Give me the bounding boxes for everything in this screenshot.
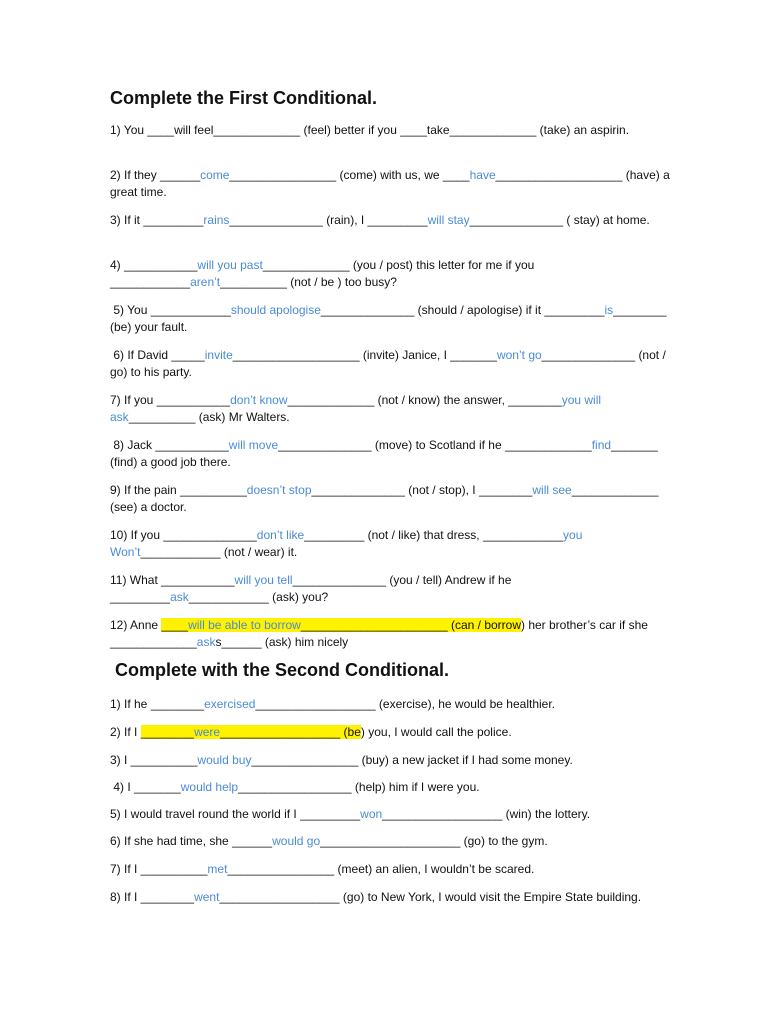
answer-text: find <box>591 438 612 452</box>
exercise-item <box>110 302 670 336</box>
answer-text: ask <box>196 635 216 649</box>
prompt-text: ________________ (buy) a new jacket if I had some money. <box>251 753 573 767</box>
prompt-text: ______________________ (can / borrow <box>300 618 521 632</box>
answer-text: ask <box>170 590 189 604</box>
answer-text: rains <box>203 213 230 227</box>
prompt-text: ______________ (not / go) to his party. <box>110 348 670 379</box>
answer-text: were <box>194 725 221 739</box>
prompt-text: ______________ (rain), I _________ <box>229 213 428 227</box>
exercise-item <box>110 572 670 606</box>
prompt-text: ____ <box>161 618 189 632</box>
answer-text: you will ask <box>110 393 605 424</box>
prompt-text: 7) If I __________ <box>110 862 208 876</box>
prompt-text: ___________________ (have) a great time. <box>110 168 674 199</box>
prompt-text: s______ (ask) him nicely <box>215 635 349 649</box>
exercise-item <box>110 167 674 201</box>
prompt-text: _____________________ (go) to the gym. <box>320 834 548 848</box>
prompt-text: ______________ (you / tell) Andrew if he _________ <box>110 573 515 604</box>
prompt-text: 1) If he ________ <box>110 697 205 711</box>
exercise-item <box>110 806 670 823</box>
prompt-text: __________________ (win) the lottery. <box>382 807 591 821</box>
prompt-text: _______ (find) a good job there. <box>110 438 662 469</box>
prompt-text: ______________ (not / stop), I ________ <box>311 483 533 497</box>
prompt-text: 8) Jack ___________ <box>110 438 229 452</box>
exercise-item <box>110 257 670 291</box>
prompt-text: _____________ (see) a doctor. <box>110 483 662 514</box>
prompt-text: ________________ (come) with us, we ____ <box>229 168 470 182</box>
prompt-text: 9) If the pain __________ <box>110 483 247 497</box>
prompt-text: 12) Anne <box>110 618 162 632</box>
exercise-item <box>110 752 670 769</box>
answer-text: will move <box>228 438 279 452</box>
answer-text: is <box>604 303 614 317</box>
answer-text: will stay <box>427 213 470 227</box>
prompt-text: _________ (not / like) that dress, ____________ <box>304 528 564 542</box>
exercise-item <box>110 482 670 516</box>
prompt-text: _____________ (you / post) this letter for me if you ____________ <box>110 258 538 289</box>
exercise-item <box>110 122 670 139</box>
answer-text: will you past <box>197 258 263 272</box>
exercise-item <box>110 212 670 229</box>
prompt-text: ) you, I would call the police. <box>360 725 512 739</box>
prompt-text: ______________ (move) to Scotland if he _____________ <box>278 438 592 452</box>
prompt-text: __________________ (go) to New York, I would visit the Empire State building. <box>219 890 642 904</box>
answer-text: exercised <box>204 697 256 711</box>
prompt-text: 3) If it _________ <box>110 213 204 227</box>
prompt-text: 11) What ___________ <box>110 573 235 587</box>
answer-text: won’t go <box>496 348 542 362</box>
prompt-text: ___________________ (invite) Janice, I _______ <box>232 348 497 362</box>
exercise-item <box>110 779 670 796</box>
answer-text: would go <box>272 834 321 848</box>
answer-text: met <box>207 862 228 876</box>
prompt-text: __________________ (be <box>220 725 361 739</box>
prompt-text: 8) If I ________ <box>110 890 195 904</box>
prompt-text: __________________ (exercise), he would be healthier. <box>255 697 555 711</box>
answer-text: will be able to borrow <box>188 618 301 632</box>
prompt-text: 1) You ____will feel_____________ (feel) better if you ____take_____________ (take) an aspirin. <box>110 123 630 137</box>
answer-text: come <box>200 168 230 182</box>
prompt-text: 2) If I <box>110 725 141 739</box>
answer-text: will see <box>532 483 572 497</box>
exercise-item <box>110 696 670 713</box>
prompt-text: _____________ (not / know) the answer, ________ <box>287 393 562 407</box>
answer-text: went <box>194 890 220 904</box>
exercise-item <box>110 861 670 878</box>
prompt-text: ____________ (not / wear) it. <box>140 545 298 559</box>
answer-text: doesn’t stop <box>246 483 312 497</box>
exercise-item <box>110 527 670 561</box>
exercise-item <box>110 347 670 381</box>
prompt-text: __________ (ask) Mr Walters. <box>128 410 290 424</box>
exercise-item <box>110 392 670 426</box>
answer-text: should apologise <box>230 303 321 317</box>
answer-text: have <box>469 168 496 182</box>
prompt-text: 2) If they ______ <box>110 168 201 182</box>
section1-title: Complete the First Conditional. <box>110 88 378 108</box>
answer-text: would buy <box>197 753 252 767</box>
exercise-item <box>110 833 670 850</box>
prompt-text: ____________ (ask) you? <box>188 590 329 604</box>
answer-text: aren’t <box>190 275 221 289</box>
answer-text: don’t like <box>256 528 305 542</box>
prompt-text: __________ (not / be ) too busy? <box>220 275 397 289</box>
prompt-text: 4) I _______ <box>110 780 181 794</box>
exercise-item <box>110 437 670 471</box>
answer-text: you Won’t <box>110 528 586 559</box>
answer-text: will you tell <box>234 573 293 587</box>
prompt-text: 5) You ____________ <box>110 303 231 317</box>
prompt-text: 6) If she had time, she ______ <box>110 834 273 848</box>
exercise-item <box>110 617 670 651</box>
prompt-text: ________ <box>140 725 195 739</box>
prompt-text: 3) I __________ <box>110 753 198 767</box>
answer-text: invite <box>204 348 233 362</box>
prompt-text: 10) If you ______________ <box>110 528 257 542</box>
prompt-text: _________________ (help) him if I were you. <box>238 780 480 794</box>
prompt-text: ________________ (meet) an alien, I wouldn’t be scared. <box>227 862 535 876</box>
prompt-text: 4) ___________ <box>110 258 198 272</box>
answer-text: don’t know <box>230 393 288 407</box>
prompt-text: ) her brother’s car if she _____________ <box>110 618 652 649</box>
answer-text: would help <box>180 780 239 794</box>
prompt-text: ______________ (should / apologise) if it _________ <box>320 303 605 317</box>
prompt-text: 6) If David _____ <box>110 348 205 362</box>
prompt-text: 7) If you ___________ <box>110 393 231 407</box>
answer-text: won <box>360 807 383 821</box>
prompt-text: 5) I would travel round the world if I _________ <box>110 807 361 821</box>
section2-title: Complete with the Second Conditional. <box>115 660 450 680</box>
exercise-item <box>110 724 670 741</box>
exercise-item <box>110 889 670 906</box>
prompt-text: ________ (be) your fault. <box>110 303 670 334</box>
prompt-text: ______________ ( stay) at home. <box>469 213 650 227</box>
